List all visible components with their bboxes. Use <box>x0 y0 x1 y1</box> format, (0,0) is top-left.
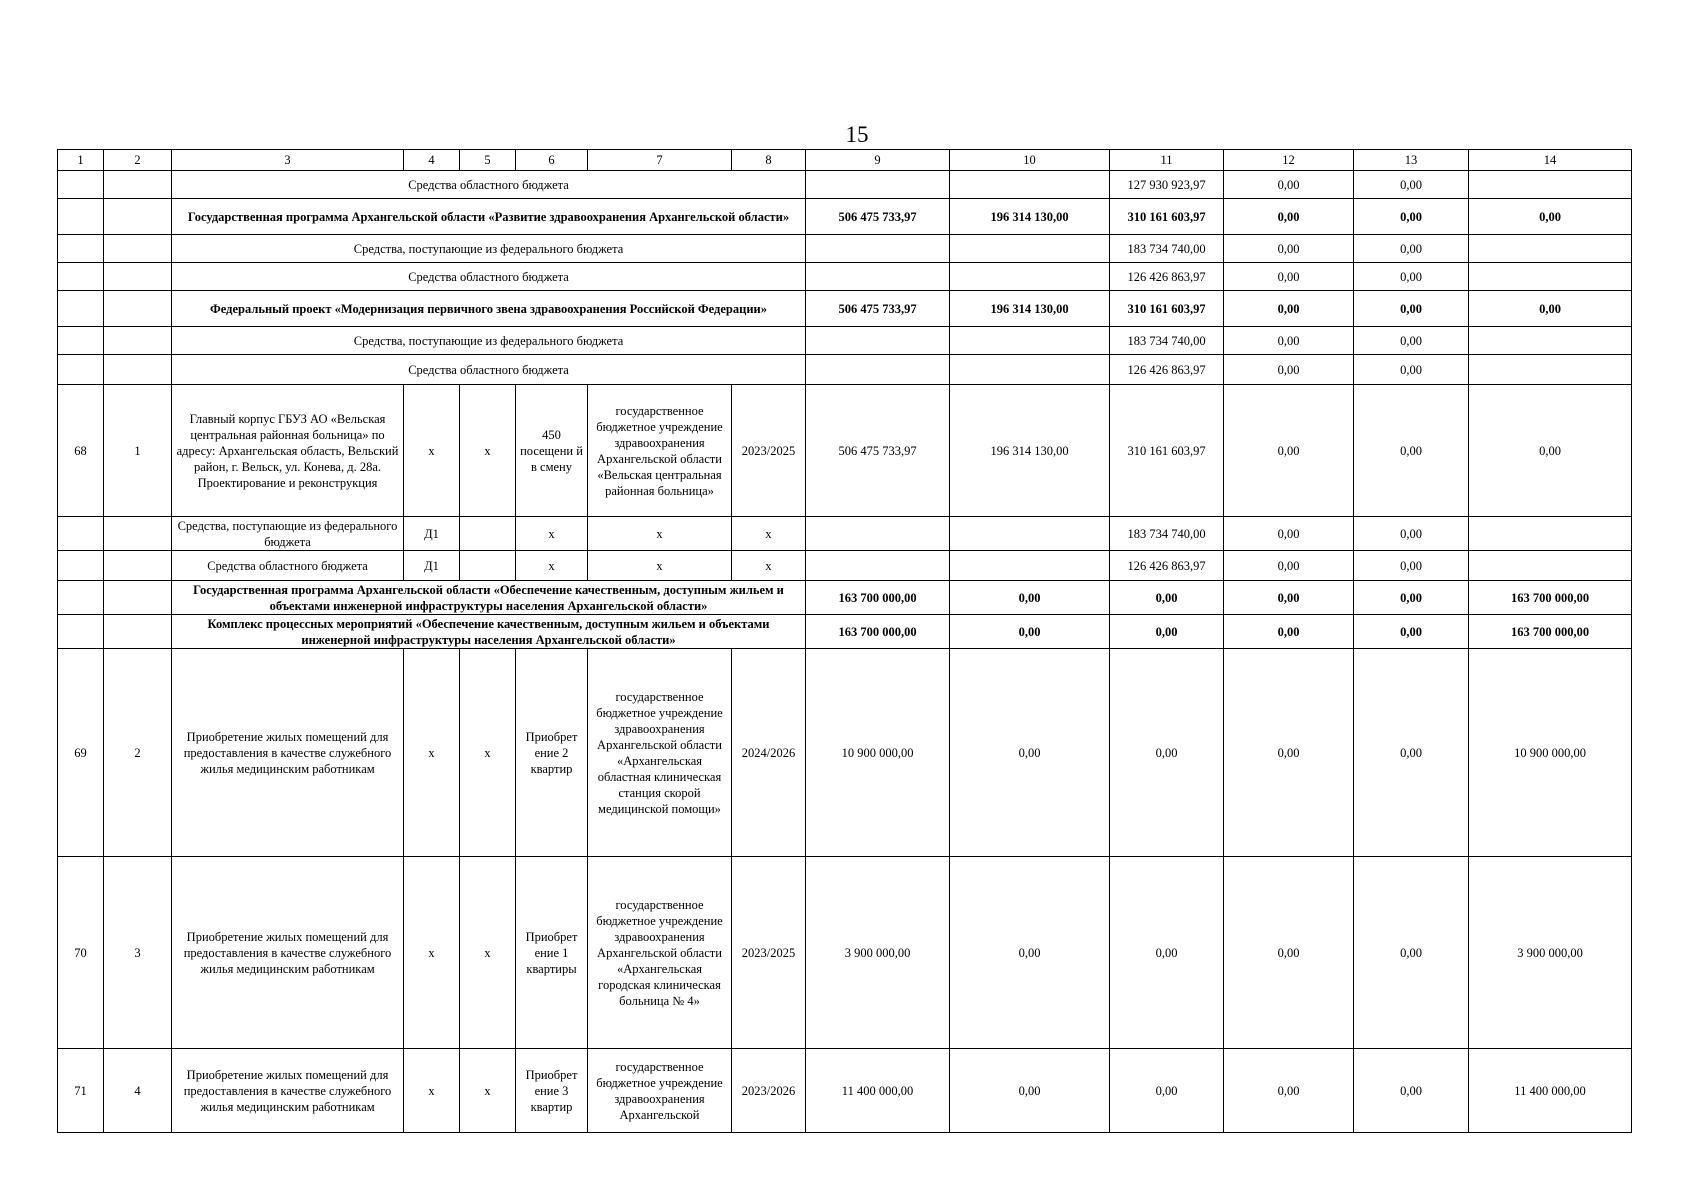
table-cell: Д1 <box>404 551 460 581</box>
empty-cell <box>58 291 104 327</box>
amount-cell: 0,00 <box>1224 235 1354 263</box>
amount-cell: 310 161 603,97 <box>1110 291 1224 327</box>
amount-cell <box>950 551 1110 581</box>
capacity-cell: Приобрет ение 3 квартир <box>516 1049 588 1133</box>
table-cell: Д1 <box>404 517 460 551</box>
column-header: 13 <box>1354 150 1469 171</box>
empty-cell <box>58 551 104 581</box>
customer-cell: государственное бюджетное учреждение здравоохранения Архангельской <box>588 1049 732 1133</box>
table-cell: х <box>460 649 516 857</box>
program-row <box>58 615 1632 649</box>
period-cell: 2024/2026 <box>732 649 806 857</box>
amount-cell: 0,00 <box>1354 551 1469 581</box>
funding-source-label: Средства областного бюджета <box>172 171 806 199</box>
amount-cell: 183 734 740,00 <box>1110 517 1224 551</box>
amount-cell: 0,00 <box>950 581 1110 615</box>
column-header: 10 <box>950 150 1110 171</box>
amount-cell: 0,00 <box>1469 385 1632 517</box>
customer-cell: государственное бюджетное учреждение здравоохранения Архангельской области «Вельская центральная районная больница» <box>588 385 732 517</box>
capacity-cell: 450 посещени й в смену <box>516 385 588 517</box>
amount-cell <box>806 327 950 355</box>
amount-cell: 0,00 <box>950 649 1110 857</box>
page-number: 15 <box>845 122 869 147</box>
amount-cell: 10 900 000,00 <box>1469 649 1632 857</box>
amount-cell <box>1469 327 1632 355</box>
amount-cell: 0,00 <box>1354 517 1469 551</box>
amount-cell <box>1469 263 1632 291</box>
program-title: Комплекс процессных мероприятий «Обеспечение качественным, доступным жильем и объектами инженерной инфраструктуры населения Архангельской области» <box>172 615 806 649</box>
table-cell: х <box>516 517 588 551</box>
empty-cell <box>58 263 104 291</box>
column-header: 5 <box>460 150 516 171</box>
table-cell: х <box>404 649 460 857</box>
amount-cell: 0,00 <box>1224 857 1354 1049</box>
funding-source-row <box>58 263 1632 291</box>
amount-cell: 310 161 603,97 <box>1110 199 1224 235</box>
empty-cell <box>58 199 104 235</box>
amount-cell: 0,00 <box>1354 355 1469 385</box>
amount-cell: 0,00 <box>1224 649 1354 857</box>
amount-cell <box>806 171 950 199</box>
funding-source-label: Средства областного бюджета <box>172 355 806 385</box>
table-cell: х <box>460 857 516 1049</box>
amount-cell: 163 700 000,00 <box>806 581 950 615</box>
amount-cell <box>950 327 1110 355</box>
amount-cell <box>806 355 950 385</box>
amount-cell: 127 930 923,97 <box>1110 171 1224 199</box>
amount-cell: 0,00 <box>1224 263 1354 291</box>
amount-cell: 0,00 <box>950 857 1110 1049</box>
empty-cell <box>104 615 172 649</box>
funding-source-label: Средства, поступающие из федерального бюджета <box>172 235 806 263</box>
amount-cell: 126 426 863,97 <box>1110 263 1224 291</box>
amount-cell: 3 900 000,00 <box>806 857 950 1049</box>
column-header: 3 <box>172 150 404 171</box>
table-cell: х <box>588 551 732 581</box>
table-row <box>58 649 1632 857</box>
item-number: 3 <box>104 857 172 1049</box>
column-header: 9 <box>806 150 950 171</box>
capacity-cell: Приобрет ение 2 квартир <box>516 649 588 857</box>
amount-cell <box>1469 517 1632 551</box>
amount-cell: 506 475 733,97 <box>806 385 950 517</box>
amount-cell: 0,00 <box>1110 649 1224 857</box>
empty-cell <box>104 235 172 263</box>
column-header: 8 <box>732 150 806 171</box>
amount-cell: 0,00 <box>1110 857 1224 1049</box>
funding-source-row <box>58 327 1632 355</box>
customer-cell: государственное бюджетное учреждение здравоохранения Архангельской области «Архангельская областная клиническая станция скорой медицинской помощи» <box>588 649 732 857</box>
amount-cell <box>950 263 1110 291</box>
amount-cell: 0,00 <box>1110 581 1224 615</box>
amount-cell: 11 400 000,00 <box>806 1049 950 1133</box>
amount-cell: 0,00 <box>1224 327 1354 355</box>
row-number: 68 <box>58 385 104 517</box>
table-cell <box>460 551 516 581</box>
object-name: Приобретение жилых помещений для предоставления в качестве служебного жилья медицинским работникам <box>172 649 404 857</box>
funding-source-label: Средства областного бюджета <box>172 551 404 581</box>
amount-cell: 0,00 <box>1224 291 1354 327</box>
amount-cell: 0,00 <box>1110 1049 1224 1133</box>
amount-cell <box>806 551 950 581</box>
empty-cell <box>58 581 104 615</box>
period-cell: 2023/2026 <box>732 1049 806 1133</box>
amount-cell: 506 475 733,97 <box>806 291 950 327</box>
amount-cell: 0,00 <box>1224 581 1354 615</box>
program-row <box>58 199 1632 235</box>
amount-cell <box>1469 171 1632 199</box>
amount-cell: 163 700 000,00 <box>806 615 950 649</box>
row-number: 69 <box>58 649 104 857</box>
period-cell: 2023/2025 <box>732 857 806 1049</box>
amount-cell: 0,00 <box>1224 615 1354 649</box>
amount-cell <box>806 235 950 263</box>
table-cell: х <box>460 385 516 517</box>
amount-cell: 0,00 <box>1354 199 1469 235</box>
object-name: Приобретение жилых помещений для предоставления в качестве служебного жилья медицинским работникам <box>172 1049 404 1133</box>
amount-cell: 0,00 <box>1354 857 1469 1049</box>
empty-cell <box>104 327 172 355</box>
table-cell: х <box>732 517 806 551</box>
amount-cell: 126 426 863,97 <box>1110 355 1224 385</box>
amount-cell: 310 161 603,97 <box>1110 385 1224 517</box>
column-header: 1 <box>58 150 104 171</box>
amount-cell: 0,00 <box>950 615 1110 649</box>
table-cell: х <box>404 1049 460 1133</box>
table-cell: х <box>460 1049 516 1133</box>
table-cell <box>460 517 516 551</box>
amount-cell: 0,00 <box>1354 649 1469 857</box>
amount-cell: 0,00 <box>1224 355 1354 385</box>
table-cell: х <box>516 551 588 581</box>
amount-cell <box>806 517 950 551</box>
amount-cell: 196 314 130,00 <box>950 291 1110 327</box>
funding-source-label: Средства, поступающие из федерального бюджета <box>172 327 806 355</box>
amount-cell: 506 475 733,97 <box>806 199 950 235</box>
amount-cell: 0,00 <box>1354 263 1469 291</box>
amount-cell <box>950 355 1110 385</box>
amount-cell: 0,00 <box>1110 615 1224 649</box>
amount-cell: 11 400 000,00 <box>1469 1049 1632 1133</box>
table-cell: х <box>404 385 460 517</box>
table-cell: х <box>404 857 460 1049</box>
empty-cell <box>58 517 104 551</box>
item-number: 2 <box>104 649 172 857</box>
table-cell: х <box>588 517 732 551</box>
amount-cell: 163 700 000,00 <box>1469 581 1632 615</box>
funding-source-label: Средства, поступающие из федерального бюджета <box>172 517 404 551</box>
table-cell: х <box>732 551 806 581</box>
header-row <box>58 150 1632 171</box>
amount-cell: 0,00 <box>1354 291 1469 327</box>
amount-cell <box>1469 235 1632 263</box>
empty-cell <box>58 355 104 385</box>
capacity-cell: Приобрет ение 1 квартиры <box>516 857 588 1049</box>
amount-cell: 183 734 740,00 <box>1110 327 1224 355</box>
empty-cell <box>104 517 172 551</box>
table-row <box>58 1049 1632 1133</box>
empty-cell <box>58 171 104 199</box>
program-title: Федеральный проект «Модернизация первичного звена здравоохранения Российской Федерации» <box>172 291 806 327</box>
column-header: 7 <box>588 150 732 171</box>
amount-cell: 0,00 <box>1224 171 1354 199</box>
funding-source-row <box>58 235 1632 263</box>
amount-cell: 0,00 <box>1224 517 1354 551</box>
amount-cell: 126 426 863,97 <box>1110 551 1224 581</box>
amount-cell: 0,00 <box>1224 551 1354 581</box>
funding-source-row <box>58 551 1632 581</box>
object-name: Приобретение жилых помещений для предоставления в качестве служебного жилья медицинским работникам <box>172 857 404 1049</box>
column-header: 11 <box>1110 150 1224 171</box>
amount-cell: 196 314 130,00 <box>950 385 1110 517</box>
column-header: 2 <box>104 150 172 171</box>
amount-cell <box>950 171 1110 199</box>
budget-table <box>57 149 1632 1133</box>
program-row <box>58 291 1632 327</box>
amount-cell <box>1469 355 1632 385</box>
amount-cell: 196 314 130,00 <box>950 199 1110 235</box>
empty-cell <box>104 171 172 199</box>
amount-cell: 0,00 <box>1354 385 1469 517</box>
amount-cell: 0,00 <box>1224 1049 1354 1133</box>
amount-cell: 0,00 <box>1354 327 1469 355</box>
empty-cell <box>104 263 172 291</box>
amount-cell: 0,00 <box>1469 291 1632 327</box>
column-header: 14 <box>1469 150 1632 171</box>
amount-cell <box>1469 551 1632 581</box>
row-number: 71 <box>58 1049 104 1133</box>
period-cell: 2023/2025 <box>732 385 806 517</box>
amount-cell: 0,00 <box>1354 171 1469 199</box>
amount-cell: 3 900 000,00 <box>1469 857 1632 1049</box>
funding-source-label: Средства областного бюджета <box>172 263 806 291</box>
empty-cell <box>104 551 172 581</box>
amount-cell <box>806 263 950 291</box>
empty-cell <box>104 199 172 235</box>
amount-cell: 0,00 <box>1354 1049 1469 1133</box>
program-row <box>58 581 1632 615</box>
funding-source-row <box>58 171 1632 199</box>
table-row <box>58 385 1632 517</box>
column-header: 4 <box>404 150 460 171</box>
amount-cell <box>950 235 1110 263</box>
column-header: 12 <box>1224 150 1354 171</box>
amount-cell: 0,00 <box>1224 385 1354 517</box>
empty-cell <box>58 615 104 649</box>
row-number: 70 <box>58 857 104 1049</box>
amount-cell: 0,00 <box>1469 199 1632 235</box>
amount-cell <box>950 517 1110 551</box>
customer-cell: государственное бюджетное учреждение здравоохранения Архангельской области «Архангельская городская клиническая больница № 4» <box>588 857 732 1049</box>
empty-cell <box>104 355 172 385</box>
table-row <box>58 857 1632 1049</box>
empty-cell <box>58 327 104 355</box>
budget-table-body <box>58 150 1632 1133</box>
funding-source-row <box>58 517 1632 551</box>
program-title: Государственная программа Архангельской области «Развитие здравоохранения Архангельской области» <box>172 199 806 235</box>
object-name: Главный корпус ГБУЗ АО «Вельская центральная районная больница» по адресу: Архангельская область, Вельский район, г. Вельск, ул. Конева, д. 28а. Проектирование и реконструкция <box>172 385 404 517</box>
amount-cell: 163 700 000,00 <box>1469 615 1632 649</box>
amount-cell: 0,00 <box>1354 235 1469 263</box>
program-title: Государственная программа Архангельской области «Обеспечение качественным, доступным жильем и объектами инженерной инфраструктуры населения Архангельской области» <box>172 581 806 615</box>
amount-cell: 0,00 <box>1354 615 1469 649</box>
empty-cell <box>104 291 172 327</box>
amount-cell: 10 900 000,00 <box>806 649 950 857</box>
empty-cell <box>104 581 172 615</box>
amount-cell: 183 734 740,00 <box>1110 235 1224 263</box>
column-header: 6 <box>516 150 588 171</box>
funding-source-row <box>58 355 1632 385</box>
empty-cell <box>58 235 104 263</box>
amount-cell: 0,00 <box>1354 581 1469 615</box>
item-number: 4 <box>104 1049 172 1133</box>
item-number: 1 <box>104 385 172 517</box>
amount-cell: 0,00 <box>1224 199 1354 235</box>
amount-cell: 0,00 <box>950 1049 1110 1133</box>
